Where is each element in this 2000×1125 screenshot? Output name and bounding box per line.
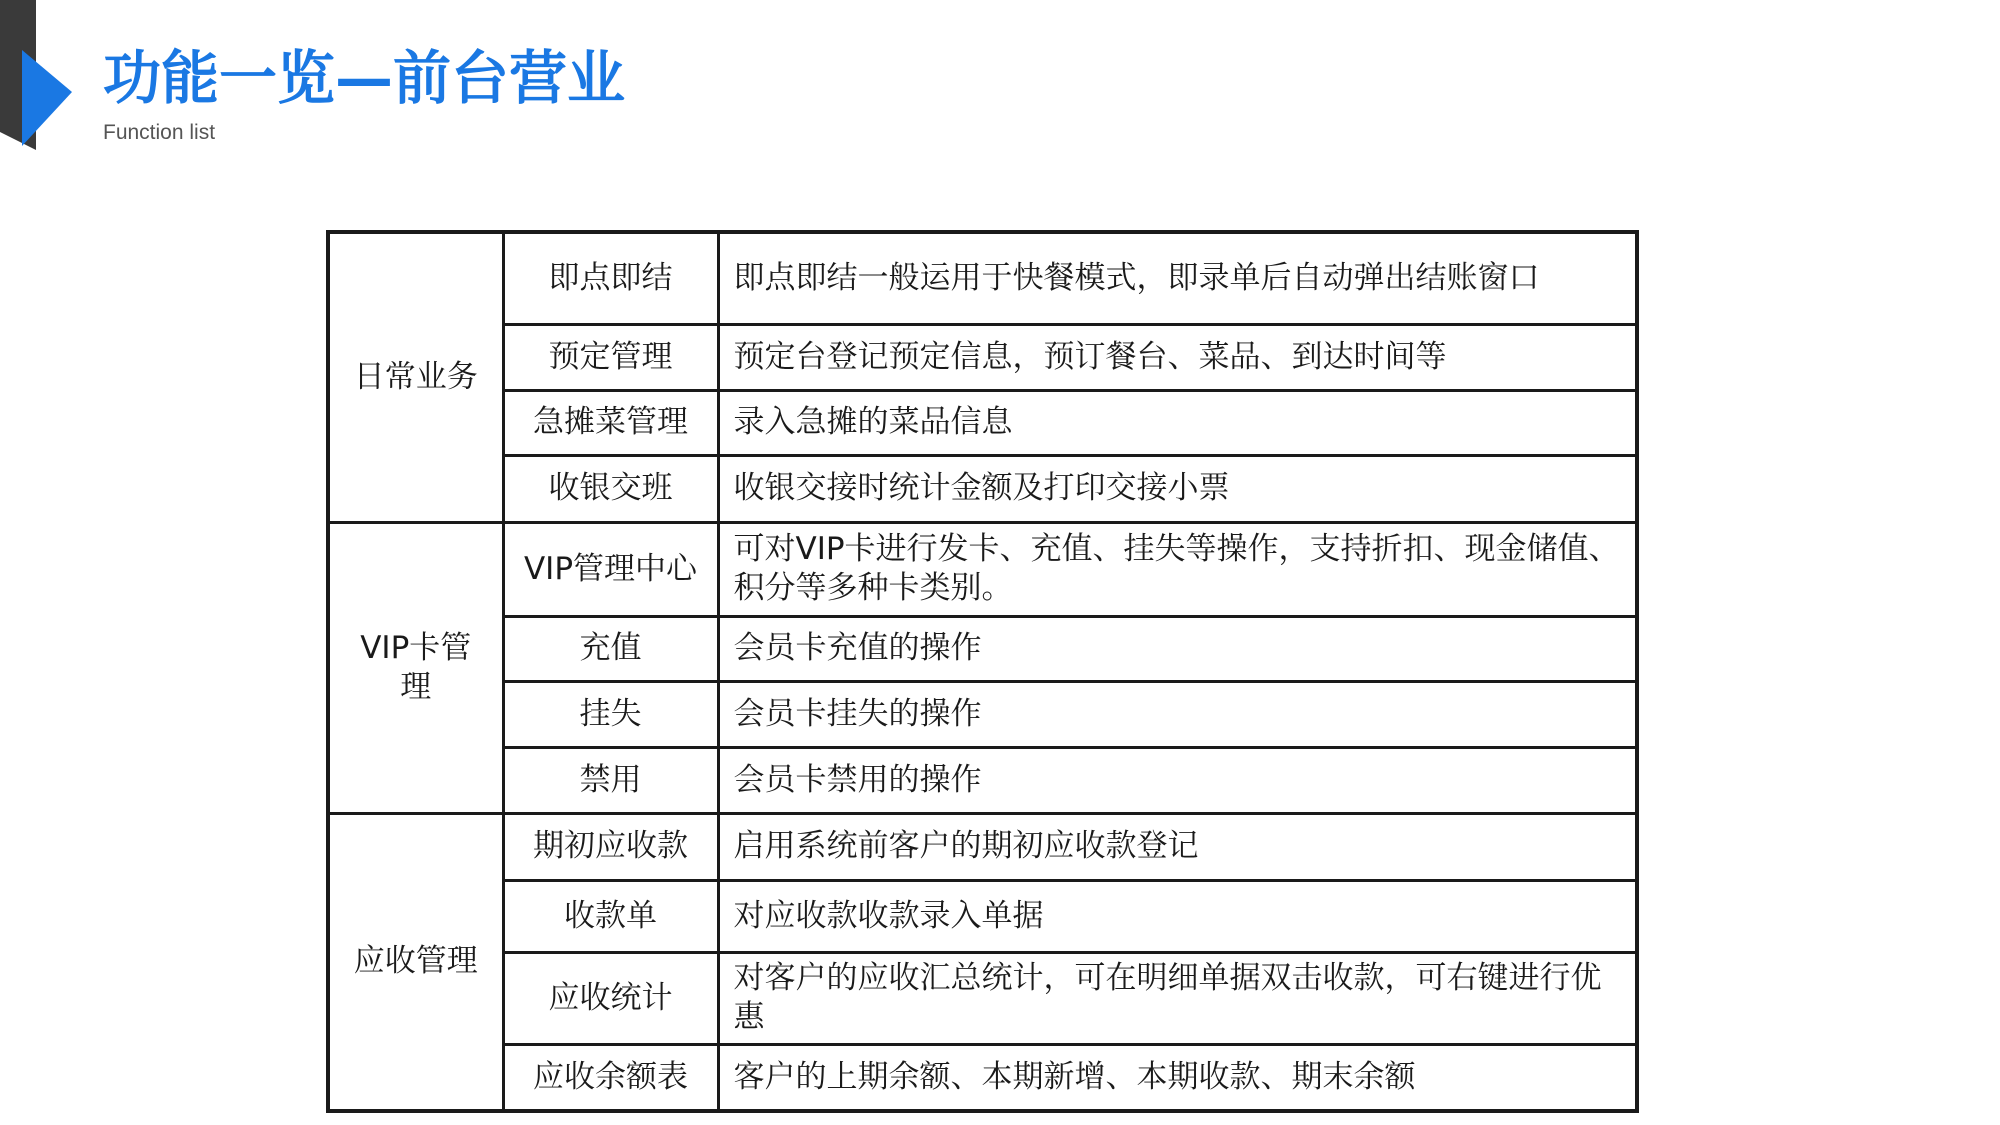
description-cell: 会员卡禁用的操作 — [718, 747, 1637, 813]
description-cell: 录入急摊的菜品信息 — [718, 390, 1637, 455]
feature-cell: 期初应收款 — [503, 813, 718, 880]
description-cell: 会员卡充值的操作 — [718, 616, 1637, 681]
category-cell: 日常业务 — [328, 232, 503, 522]
description-cell: 会员卡挂失的操作 — [718, 681, 1637, 747]
table-row — [328, 616, 1637, 681]
feature-cell: VIP管理中心 — [503, 522, 718, 616]
feature-cell: 禁用 — [503, 747, 718, 813]
description-cell: 对客户的应收汇总统计，可在明细单据双击收款，可右键进行优惠 — [718, 952, 1637, 1044]
description-cell: 启用系统前客户的期初应收款登记 — [718, 813, 1637, 880]
feature-cell: 急摊菜管理 — [503, 390, 718, 455]
category-cell: 应收管理 — [328, 813, 503, 1111]
description-cell: 预定台登记预定信息，预订餐台、菜品、到达时间等 — [718, 324, 1637, 390]
description-cell: 对应收款收款录入单据 — [718, 880, 1637, 952]
description-cell: 客户的上期余额、本期新增、本期收款、期末余额 — [718, 1044, 1637, 1111]
logo-chevron-icon — [0, 0, 80, 150]
page-title: 功能一览—前台营业 — [103, 44, 626, 112]
description-cell: 可对VIP卡进行发卡、充值、挂失等操作，支持折扣、现金储值、积分等多种卡类别。 — [718, 522, 1637, 616]
feature-cell: 应收统计 — [503, 952, 718, 1044]
page-subtitle: Function list — [103, 121, 216, 144]
table-row — [328, 455, 1637, 522]
feature-cell: 挂失 — [503, 681, 718, 747]
description-cell: 收银交接时统计金额及打印交接小票 — [718, 455, 1637, 522]
table-row — [328, 1044, 1637, 1111]
table-row — [328, 324, 1637, 390]
table-row — [328, 232, 1637, 324]
table-row — [328, 952, 1637, 1044]
table-row — [328, 813, 1637, 880]
table-row — [328, 880, 1637, 952]
feature-cell: 收银交班 — [503, 455, 718, 522]
feature-cell: 收款单 — [503, 880, 718, 952]
function-table — [326, 230, 1639, 1113]
table-row — [328, 522, 1637, 616]
feature-cell: 充值 — [503, 616, 718, 681]
feature-cell: 预定管理 — [503, 324, 718, 390]
description-cell: 即点即结一般运用于快餐模式，即录单后自动弹出结账窗口 — [718, 232, 1637, 324]
table-row — [328, 681, 1637, 747]
feature-cell: 应收余额表 — [503, 1044, 718, 1111]
feature-cell: 即点即结 — [503, 232, 718, 324]
table-row — [328, 390, 1637, 455]
table-row — [328, 747, 1637, 813]
category-cell: VIP卡管理 — [328, 522, 503, 813]
